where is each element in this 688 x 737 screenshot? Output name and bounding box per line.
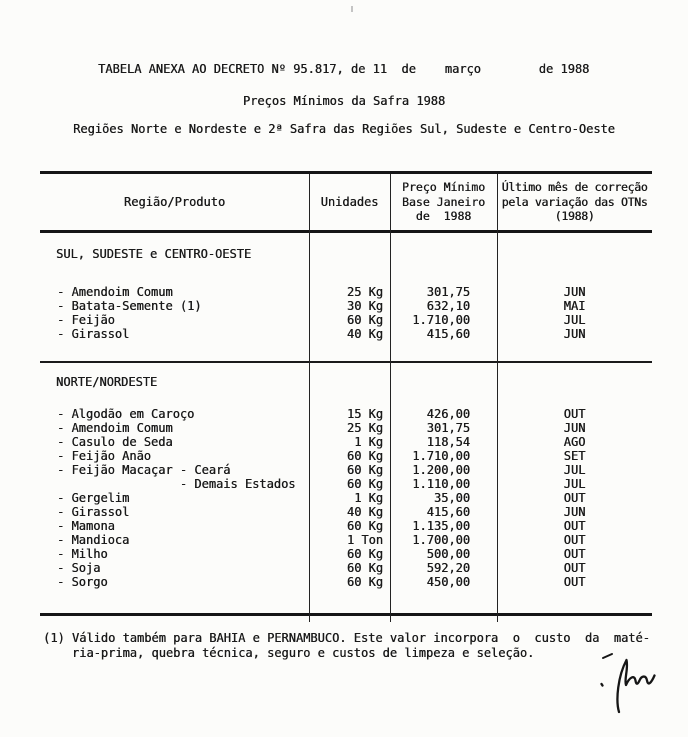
table-row <box>40 533 652 547</box>
product-cell: - Girassol <box>57 327 130 341</box>
table-row <box>40 407 652 421</box>
price-cell: 301,75 <box>426 421 470 435</box>
unit-cell: 60 Kg <box>346 547 383 561</box>
document-title: TABELA ANEXA AO DECRETO Nº 95.817, de 11 de março de 1988 <box>98 62 590 76</box>
table-row <box>40 575 652 589</box>
product-cell: - Girassol <box>57 505 130 519</box>
price-cell: 1.200,00 <box>412 463 470 477</box>
price-cell: 1.700,00 <box>412 533 470 547</box>
product-cell: - Mamona <box>57 519 115 533</box>
price-cell: 1.135,00 <box>412 519 470 533</box>
section-heading: SUL, SUDESTE e CENTRO-OESTE <box>56 247 252 261</box>
product-cell: - Feijão Anão <box>57 449 151 463</box>
table-column-divider <box>390 174 392 622</box>
month-cell: OUT <box>563 561 586 575</box>
price-cell: 1.710,00 <box>412 313 470 327</box>
product-cell: - Feijão <box>57 313 115 327</box>
month-cell: OUT <box>563 407 586 421</box>
price-cell: 118,54 <box>426 435 470 449</box>
minimum-prices-table <box>40 171 652 616</box>
document-scope-line: Regiões Norte e Nordeste e 2ª Safra das Regiões Sul, Sudeste e Centro-Oeste <box>73 122 615 136</box>
unit-cell: 60 Kg <box>346 463 383 477</box>
table-row <box>40 299 652 313</box>
product-cell: - Gergelim <box>57 491 130 505</box>
month-cell: SET <box>563 449 586 463</box>
section-rows <box>40 407 652 589</box>
month-cell: JUN <box>563 327 586 341</box>
unit-cell: 30 Kg <box>346 299 383 313</box>
col-header-regiao-produto <box>40 174 309 230</box>
header-line: de 1988 <box>415 209 472 224</box>
month-cell: OUT <box>563 547 586 561</box>
product-cell: - Batata-Semente (1) <box>57 299 202 313</box>
unit-cell: 60 Kg <box>346 313 383 327</box>
table-row <box>40 477 652 491</box>
table-row <box>40 449 652 463</box>
product-cell: - Soja <box>57 561 101 575</box>
table-row <box>40 421 652 435</box>
table-row <box>40 463 652 477</box>
unit-cell: 15 Kg <box>346 407 383 421</box>
table-header-row <box>40 174 652 233</box>
table-section-sul-sudeste-centro-oeste <box>40 233 652 363</box>
price-cell: 426,00 <box>426 407 470 421</box>
product-cell: - Mandioca <box>57 533 130 547</box>
price-cell: 301,75 <box>426 285 470 299</box>
price-cell: 415,60 <box>426 327 470 341</box>
month-cell: JUL <box>563 463 586 477</box>
footnote-line-1: (1) Válido também para BAHIA e PERNAMBUCO. Este valor incorpora o custo da maté- <box>43 631 650 645</box>
unit-cell: 1 Kg <box>354 491 383 505</box>
table-column-divider <box>309 174 311 622</box>
product-cell: - Amendoim Comum <box>57 421 173 435</box>
product-cell: - Sorgo <box>57 575 108 589</box>
header-line: pela variação das OTNs <box>501 194 648 209</box>
table-row <box>40 313 652 327</box>
header-line: Base Janeiro <box>401 194 486 209</box>
product-cell: - Algodão em Caroço <box>57 407 195 421</box>
col-header-ultimo-mes-otn <box>497 174 652 230</box>
header-line: Região/Produto <box>123 194 226 209</box>
month-cell: JUN <box>563 285 586 299</box>
month-cell: JUL <box>563 313 586 327</box>
unit-cell: 60 Kg <box>346 477 383 491</box>
col-header-unidades <box>309 174 390 230</box>
section-heading: NORTE/NORDESTE <box>56 375 158 389</box>
document-subtitle: Preços Mínimos da Safra 1988 <box>242 94 446 108</box>
section-rows <box>40 285 652 341</box>
product-cell: - Milho <box>57 547 108 561</box>
price-cell: 1.110,00 <box>412 477 470 491</box>
unit-cell: 60 Kg <box>346 575 383 589</box>
product-cell: - Feijão Macaçar - Ceará <box>57 463 231 477</box>
product-cell: - Demais Estados <box>57 477 296 491</box>
unit-cell: 25 Kg <box>346 285 383 299</box>
table-row <box>40 491 652 505</box>
month-cell: MAI <box>563 299 586 313</box>
price-cell: 1.710,00 <box>412 449 470 463</box>
table-row <box>40 519 652 533</box>
footnote-line-2: ria-prima, quebra técnica, seguro e custos de limpeza e seleção. <box>43 646 535 660</box>
month-cell: OUT <box>563 533 586 547</box>
product-cell: - Casulo de Seda <box>57 435 173 449</box>
price-cell: 35,00 <box>433 491 470 505</box>
footnote <box>43 631 650 661</box>
price-cell: 500,00 <box>426 547 470 561</box>
unit-cell: 60 Kg <box>346 519 383 533</box>
price-cell: 592,20 <box>426 561 470 575</box>
header-line: Preço Mínimo <box>401 180 486 195</box>
table-row <box>40 285 652 299</box>
month-cell: OUT <box>563 519 586 533</box>
table-row <box>40 561 652 575</box>
month-cell: OUT <box>563 491 586 505</box>
unit-cell: 1 Kg <box>354 435 383 449</box>
header-line: (1988) <box>554 209 595 224</box>
table-row <box>40 435 652 449</box>
header-line: Unidades <box>320 194 379 209</box>
table-column-divider <box>497 174 499 622</box>
unit-cell: 1 Ton <box>346 533 383 547</box>
table-row <box>40 505 652 519</box>
month-cell: JUN <box>563 421 586 435</box>
table-row <box>40 327 652 341</box>
table-row <box>40 547 652 561</box>
unit-cell: 60 Kg <box>346 561 383 575</box>
month-cell: JUN <box>563 505 586 519</box>
unit-cell: 40 Kg <box>346 327 383 341</box>
price-cell: 415,60 <box>426 505 470 519</box>
price-cell: 632,10 <box>426 299 470 313</box>
month-cell: OUT <box>563 575 586 589</box>
product-cell: - Amendoim Comum <box>57 285 173 299</box>
unit-cell: 40 Kg <box>346 505 383 519</box>
unit-cell: 60 Kg <box>346 449 383 463</box>
table-section-norte-nordeste <box>40 363 652 613</box>
handwritten-initials-signature <box>593 652 657 718</box>
header-line: Último mês de correção <box>501 180 648 195</box>
price-cell: 450,00 <box>426 575 470 589</box>
month-cell: JUL <box>563 477 586 491</box>
month-cell: AGO <box>563 435 586 449</box>
col-header-preco-minimo <box>390 174 497 230</box>
unit-cell: 25 Kg <box>346 421 383 435</box>
scan-artifact-mark <box>351 6 353 12</box>
